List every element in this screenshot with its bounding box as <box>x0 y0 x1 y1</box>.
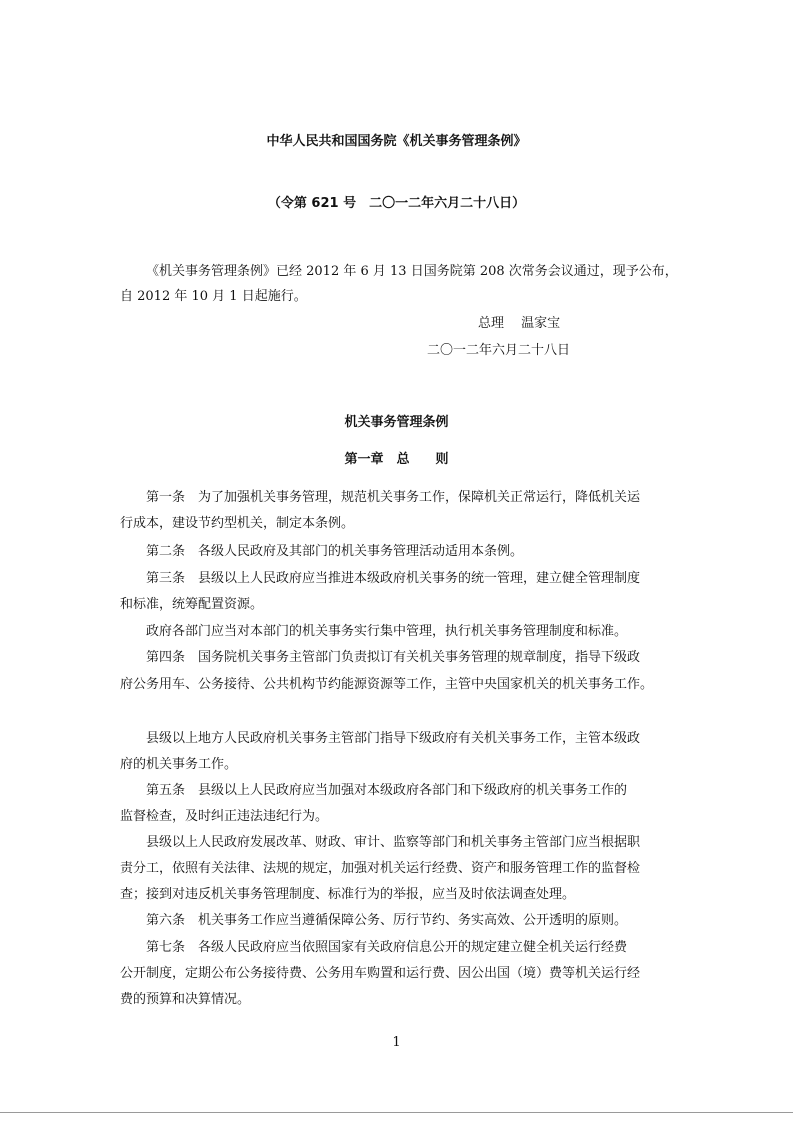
document-header-title: 中华人民共和国国务院《机关事务管理条例》 <box>266 134 527 149</box>
chapter-title: 第一章 总 则 <box>344 452 449 467</box>
article-line: 政府各部门应当对本部门的机关事务实行集中管理，执行机关事务管理制度和标准。 <box>146 624 628 639</box>
article-line: 查；接到对违反机关事务管理制度、标准行为的举报，应当及时依法调查处理。 <box>120 887 576 902</box>
article-line: 行成本，建设节约型机关，制定本条例。 <box>120 516 355 531</box>
signing-date: 二〇一二年六月二十八日 <box>427 343 571 358</box>
article-line: 监督检查，及时纠正违法违纪行为。 <box>120 809 329 824</box>
article-line: 第三条 县级以上人民政府应当推进本级政府机关事务的统一管理，建立健全管理制度 <box>146 571 641 586</box>
article-line: 第六条 机关事务工作应当遵循保障公务、厉行节约、务实高效、公开透明的原则。 <box>146 913 628 928</box>
preamble-line: 自 2012 年 10 月 1 日起施行。 <box>120 289 307 304</box>
regulation-title: 机关事务管理条例 <box>344 415 449 430</box>
page-bottom-divider <box>0 1112 793 1113</box>
article-line: 府的机关事务工作。 <box>120 757 238 772</box>
article-line: 第五条 县级以上人民政府应当加强对本级政府各部门和下级政府的机关事务工作的 <box>146 783 628 798</box>
article-line: 县级以上人民政府发展改革、财政、审计、监察等部门和机关事务主管部门应当根据职 <box>146 835 641 850</box>
article-line: 府公务用车、公务接待、公共机构节约能源资源等工作，主管中央国家机关的机关事务工作。 <box>120 677 654 692</box>
article-line: 第四条 国务院机关事务主管部门负责拟订有关机关事务管理的规章制度，指导下级政 <box>146 650 641 665</box>
article-line: 县级以上地方人民政府机关事务主管部门指导下级政府有关机关事务工作，主管本级政 <box>146 731 641 746</box>
order-number: （令第 621 号 二〇一二年六月二十八日） <box>267 196 526 211</box>
article-line: 费的预算和决算情况。 <box>120 992 251 1007</box>
signer: 总理 温家宝 <box>478 316 561 331</box>
article-line: 公开制度，定期公布公务接待费、公务用车购置和运行费、因公出国（境）费等机关运行经 <box>120 966 641 981</box>
article-line: 责分工，依照有关法律、法规的规定，加强对机关运行经费、资产和服务管理工作的监督检 <box>120 861 641 876</box>
preamble-line: 《机关事务管理条例》已经 2012 年 6 月 13 日国务院第 208 次常务会议通过，现予公布， <box>146 264 678 279</box>
page-number: 1 <box>392 1035 401 1050</box>
article-line: 第一条 为了加强机关事务管理，规范机关事务工作，保障机关正常运行，降低机关运 <box>146 490 641 505</box>
article-line: 和标准，统筹配置资源。 <box>120 597 264 612</box>
article-line: 第二条 各级人民政府及其部门的机关事务管理活动适用本条例。 <box>146 544 524 559</box>
article-line: 第七条 各级人民政府应当依照国家有关政府信息公开的规定建立健全机关运行经费 <box>146 940 628 955</box>
